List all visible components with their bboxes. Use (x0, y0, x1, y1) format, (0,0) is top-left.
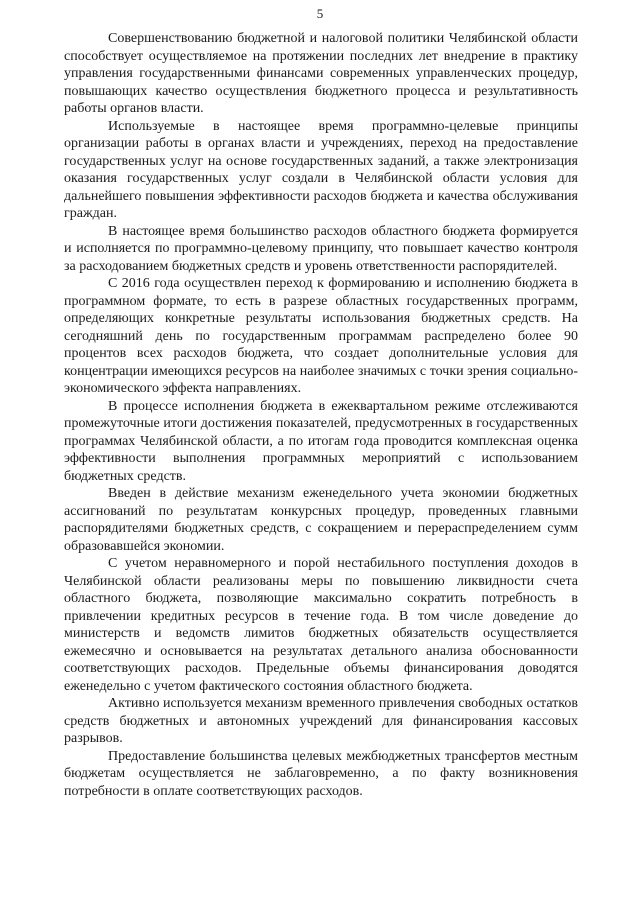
paragraph: Введен в действие механизм еженедельного учета экономии бюджетных ассигнований по результатам конкурсных процедур, проведенных главными распорядителями бюджетных средств, с сокращением и перераспределением сумм образовавшейся экономии. (64, 486, 578, 554)
paragraph: Активно используется механизм временного привлечения свободных остатков средств бюджетных и автономных учреждений для финансирования кассовых разрывов. (64, 696, 578, 746)
paragraph: В процессе исполнения бюджета в ежеквартальном режиме отслеживаются промежуточные итоги достижения показателей, предусмотренных в государственных программах Челябинской области, а по итогам года проводится комплексная оценка эффективности выполнения программных мероприятий с использованием бюджетных средств. (64, 398, 578, 484)
paragraph: Предоставление большинства целевых межбюджетных трансфертов местным бюджетам осуществляется не заблаговременно, а по факту возникновения потребности в оплате соответствующих расходов. (64, 748, 578, 799)
document-body (64, 30, 578, 800)
page-number: 5 (316, 6, 324, 21)
paragraph: В настоящее время большинство расходов областного бюджета формируется и исполняется по программно-целевому принципу, что повышает качество контроля за расходованием бюджетных средств и уровень ответственности распорядителей. (64, 223, 578, 274)
paragraph: С учетом неравномерного и порой нестабильного поступления доходов в Челябинской области реализованы меры по повышению ликвидности счета областного бюджета, позволяющие максимально сократить потребность в привлечении кредитных ресурсов в течение года. В том числе доведение до министерств и ведомств лимитов бюджетных обязательств осуществляется ежемесячно и основывается на результатах детального анализа обоснованности соответствующих расходов. Предельные объемы финансирования доводятся еженедельно с учетом фактического состояния областного бюджета. (64, 556, 578, 694)
paragraph: Совершенствованию бюджетной и налоговой политики Челябинской области способствует осуществляемое на протяжении последних лет внедрение в практику управления государственными финансами современных управленческих процедур, повышающих качество осуществления бюджетного процесса и результативность работы органов власти. (64, 31, 578, 116)
paragraph: С 2016 года осуществлен переход к формированию и исполнению бюджета в программном формате, то есть в разрезе областных государственных программ, определяющих конкретные результаты использования бюджетных средств. На сегодняшний день по государственным программам распределено более 90 процентов всех расходов бюджета, что создает дополнительные условия для концентрации имеющихся ресурсов на наиболее значимых с точки зрения социально-экономического эффекта направлениях. (64, 276, 578, 396)
paragraph: Используемые в настоящее время программно-целевые принципы организации работы в органах власти и учреждениях, переход на предоставление государственных услуг на основе государственных заданий, а также электронизация оказания государственных услуг создали в Челябинской области условия для дальнейшего повышения эффективности расходов бюджета и качества обслуживания граждан. (64, 118, 578, 221)
